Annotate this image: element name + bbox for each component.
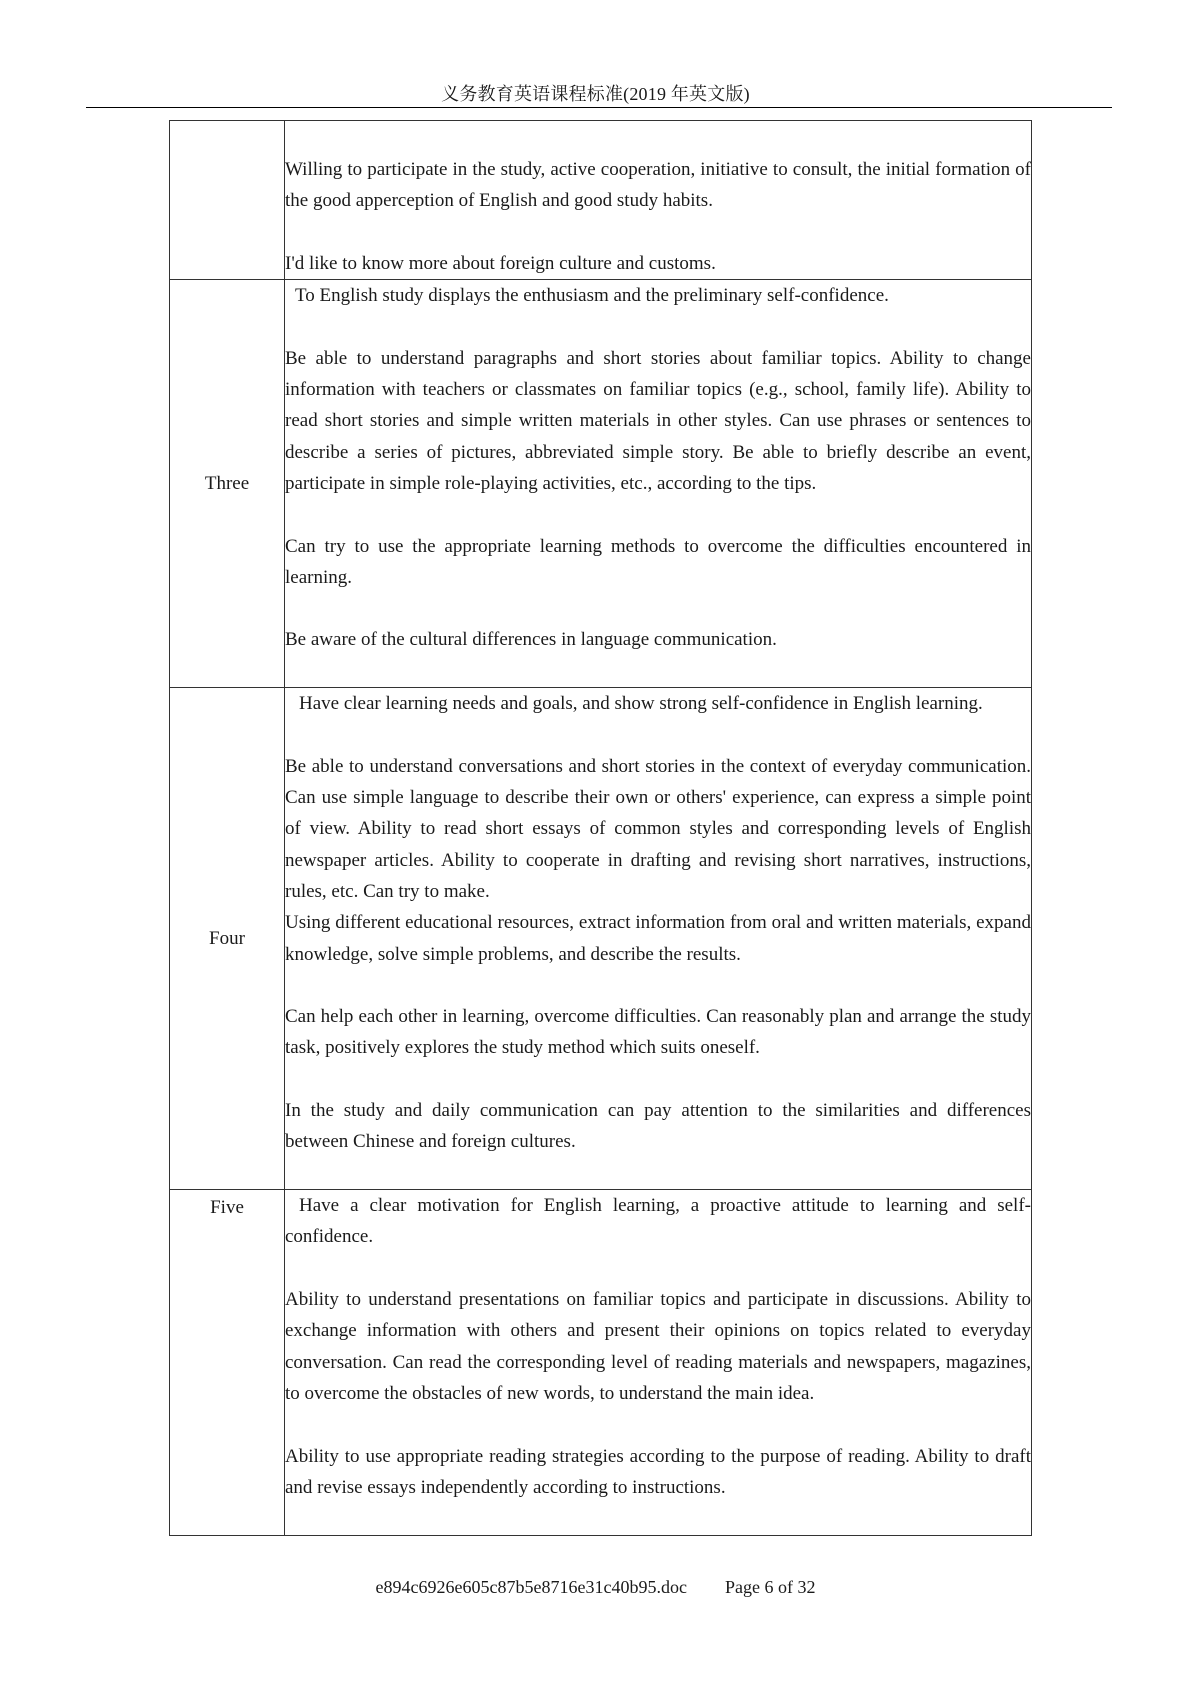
description-paragraph: Be able to understand conversations and short stories in the context of everyday communication. Can use simple language to describe their own or others' experience, can express a simple point of view. Ability to read short essays of common styles and corresponding levels of English newspaper articles. Ability to cooperate in drafting and revising short narratives, instructions, rules, etc. Can try to make.: [285, 755, 1031, 902]
curriculum-standards-table: [169, 120, 1032, 1536]
description-paragraph: Ability to use appropriate reading strategies according to the purpose of reading. Ability to draft and revise essays independently according to instructions.: [285, 1445, 1031, 1498]
table-row: [170, 121, 1032, 280]
footer-filename: e894c6926e605c87b5e8716e31c40b95.doc: [375, 1577, 687, 1597]
description-paragraph: Can try to use the appropriate learning methods to overcome the difficulties encountered in learning.: [285, 535, 1031, 588]
page-footer: [0, 1577, 1191, 1598]
level-cell: [170, 121, 285, 280]
description-paragraph: In the study and daily communication can pay attention to the similarities and differences between Chinese and foreign cultures.: [285, 1100, 1031, 1153]
description-paragraph: Have clear learning needs and goals, and show strong self-confidence in English learning.: [299, 693, 983, 715]
footer-page-number: Page 6 of 32: [724, 1577, 816, 1597]
table-row: [170, 1190, 1032, 1536]
description-paragraph: Willing to participate in the study, active cooperation, initiative to consult, the initial formation of the good apperception of English and good study habits.: [285, 159, 1031, 212]
description-paragraph: Have a clear motivation for English learning, a proactive attitude to learning and self-confidence.: [285, 1195, 1031, 1248]
level-cell-four: Four: [170, 688, 285, 1190]
description-paragraph: I'd like to know more about foreign culture and customs.: [285, 252, 716, 274]
description-cell: [285, 280, 1032, 688]
description-cell: [285, 121, 1032, 280]
level-cell-five: Five: [170, 1190, 285, 1536]
table-row: [170, 688, 1032, 1190]
description-cell: [285, 1190, 1032, 1536]
page-header-title: 义务教育英语课程标准(2019 年英文版): [441, 84, 750, 104]
description-paragraph: Ability to understand presentations on familiar topics and participate in discussions. Ability to exchange information with others and present their opinions on topics related to everyday conversation. Can read the corresponding level of reading materials and newspapers, magazines, to overcome the obstacles of new words, to understand the main idea.: [285, 1289, 1031, 1404]
table-row: [170, 280, 1032, 688]
description-paragraph: To English study displays the enthusiasm and the preliminary self-confidence.: [295, 285, 889, 307]
description-paragraph: Using different educational resources, extract information from oral and written materials, expand knowledge, solve simple problems, and describe the results.: [285, 912, 1031, 965]
description-paragraph: Can help each other in learning, overcome difficulties. Can reasonably plan and arrange the study task, positively explores the study method which suits oneself.: [285, 1006, 1031, 1059]
header-divider: [86, 107, 1112, 108]
description-paragraph: Be able to understand paragraphs and short stories about familiar topics. Ability to change information with teachers or classmates on familiar topics (e.g., school, family life). Ability to read short stories and simple written materials in other styles. Can use phrases or sentences to describe a series of pictures, abbreviated simple story. Be able to briefly describe an event, participate in simple role-playing activities, etc., according to the tips.: [285, 347, 1031, 494]
description-paragraph: Be aware of the cultural differences in language communication.: [285, 629, 777, 651]
level-cell-three: Three: [170, 280, 285, 688]
description-cell: [285, 688, 1032, 1190]
